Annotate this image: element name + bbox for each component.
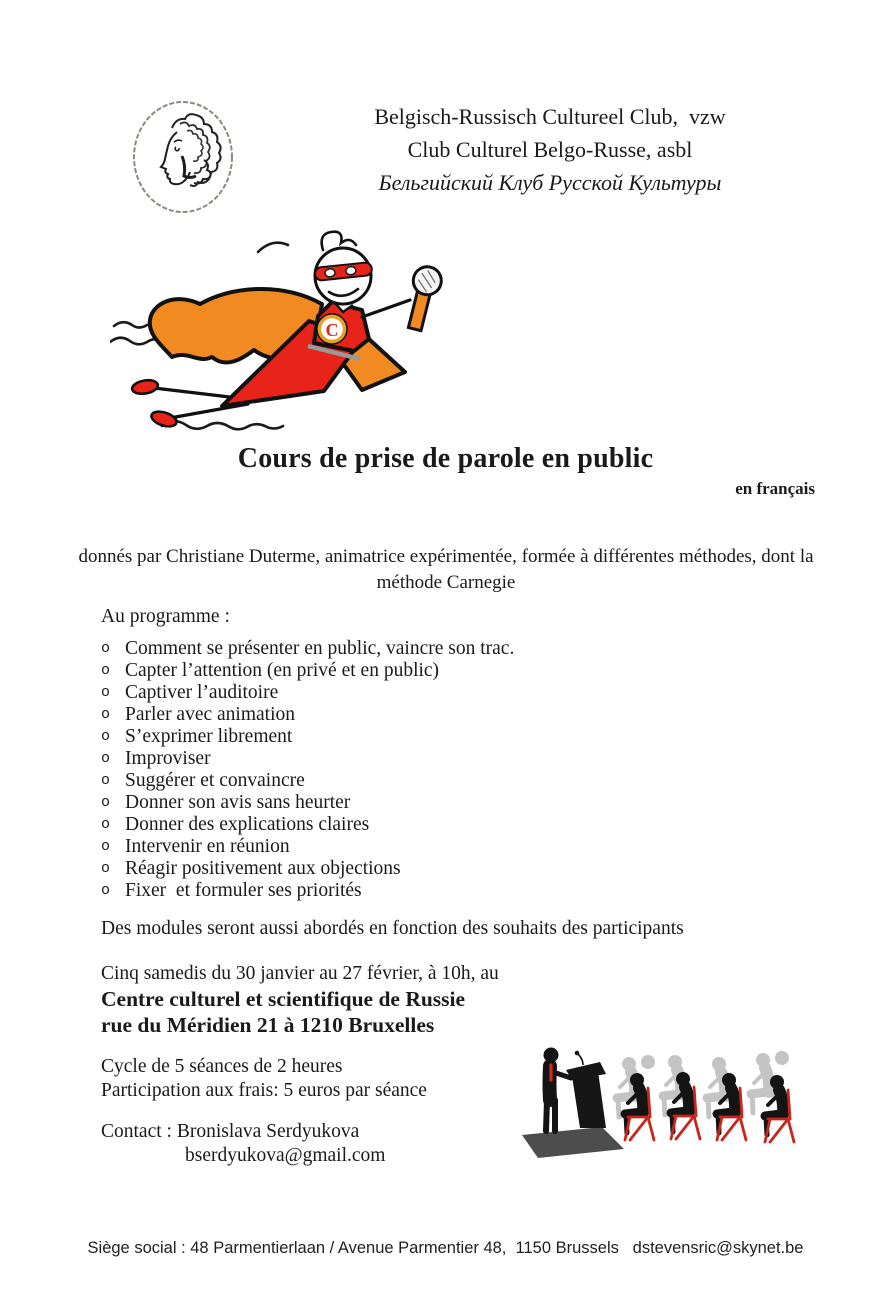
program-item-label: Comment se présenter en public, vaincre son trac. [125,638,515,659]
speaker-silhouette [544,1048,607,1132]
bullet-icon: o [101,882,111,899]
club-name-russian: Бельгийский Клуб Русской Культуры [378,170,722,195]
program-item-label: Suggérer et convaincre [125,770,305,791]
speaker-audience-icon [520,1032,812,1160]
trainer-intro: donnés par Christiane Duterme, animatrice expérimentée, formée à différentes méthodes, dont la méthode Carnegie [78,546,814,593]
program-item-label: Réagir positivement aux objections [125,858,401,879]
bullet-icon: o [101,772,111,789]
program-item-label: Improviser [125,748,211,769]
program-item [101,770,661,792]
contact-email: bserdyukova@gmail.com [185,1145,386,1166]
schedule-section [101,962,499,1038]
club-name-french: Club Culturel Belgo-Russe, asbl [407,137,693,162]
program-item [101,682,661,704]
venue-name: Centre culturel et scientifique de Russie [101,987,466,1011]
program-item [101,836,661,858]
hero-illustration [110,220,468,448]
pushkin-portrait-icon [130,98,236,216]
program-item [101,638,661,660]
svg-text:C: C [325,320,339,340]
venue-address: rue du Méridien 21 à 1210 Bruxelles [101,1013,435,1037]
bullet-icon: o [101,860,111,877]
program-item [101,748,661,770]
bullet-icon: o [101,728,111,745]
program-item-label: Intervenir en réunion [125,836,290,857]
page-title: Cours de prise de parole en public [237,443,654,474]
program-item [101,880,661,902]
bullet-icon: o [101,816,111,833]
bullet-icon: o [101,640,111,657]
program-item-label: Parler avec animation [125,704,296,725]
program-item-label: Capter l’attention (en privé et en public) [125,660,440,681]
program-heading: Au programme : [101,606,230,627]
program-item-label: Fixer et formuler ses priorités [125,880,362,901]
schedule-dates: Cinq samedis du 30 janvier au 27 février, à 10h, au [101,963,499,984]
bullet-icon: o [101,684,111,701]
audience-illustration [520,1032,812,1160]
program-item [101,814,661,836]
bullet-icon: o [101,838,111,855]
language-note: en français [735,479,815,498]
course-details [101,1055,427,1103]
program-list [101,638,661,902]
bullet-icon: o [101,750,111,767]
bullet-icon: o [101,794,111,811]
program-item-label: S’exprimer librement [125,726,293,747]
program-item-label: Donner son avis sans heurter [125,792,351,813]
program-item-label: Donner des explications claires [125,814,370,835]
program-item-label: Captiver l’auditoire [125,682,279,703]
club-logo [130,98,236,216]
superhero-speaker-icon [110,220,468,448]
modules-note: Des modules seront aussi abordés en fonction des souhaits des participants [101,918,684,939]
footer-address: Siège social : 48 Parmentierlaan / Avenue Parmentier 48, 1150 Brussels dstevensric@skynet.be [87,1239,804,1257]
program-item [101,792,661,814]
contact-name: Contact : Bronislava Serdyukova [101,1121,360,1142]
club-header [270,100,830,199]
program-item [101,726,661,748]
contact-section [101,1120,385,1168]
program-item [101,858,661,880]
platform-shape [522,1127,624,1158]
cycle-info: Cycle de 5 séances de 2 heures [101,1056,343,1077]
program-item [101,660,661,682]
program-item [101,704,661,726]
fee-info: Participation aux frais: 5 euros par séance [101,1080,427,1101]
club-name-dutch: Belgisch-Russisch Cultureel Club, vzw [374,104,726,129]
program-section [101,606,661,902]
bullet-icon: o [101,662,111,679]
bullet-icon: o [101,706,111,723]
